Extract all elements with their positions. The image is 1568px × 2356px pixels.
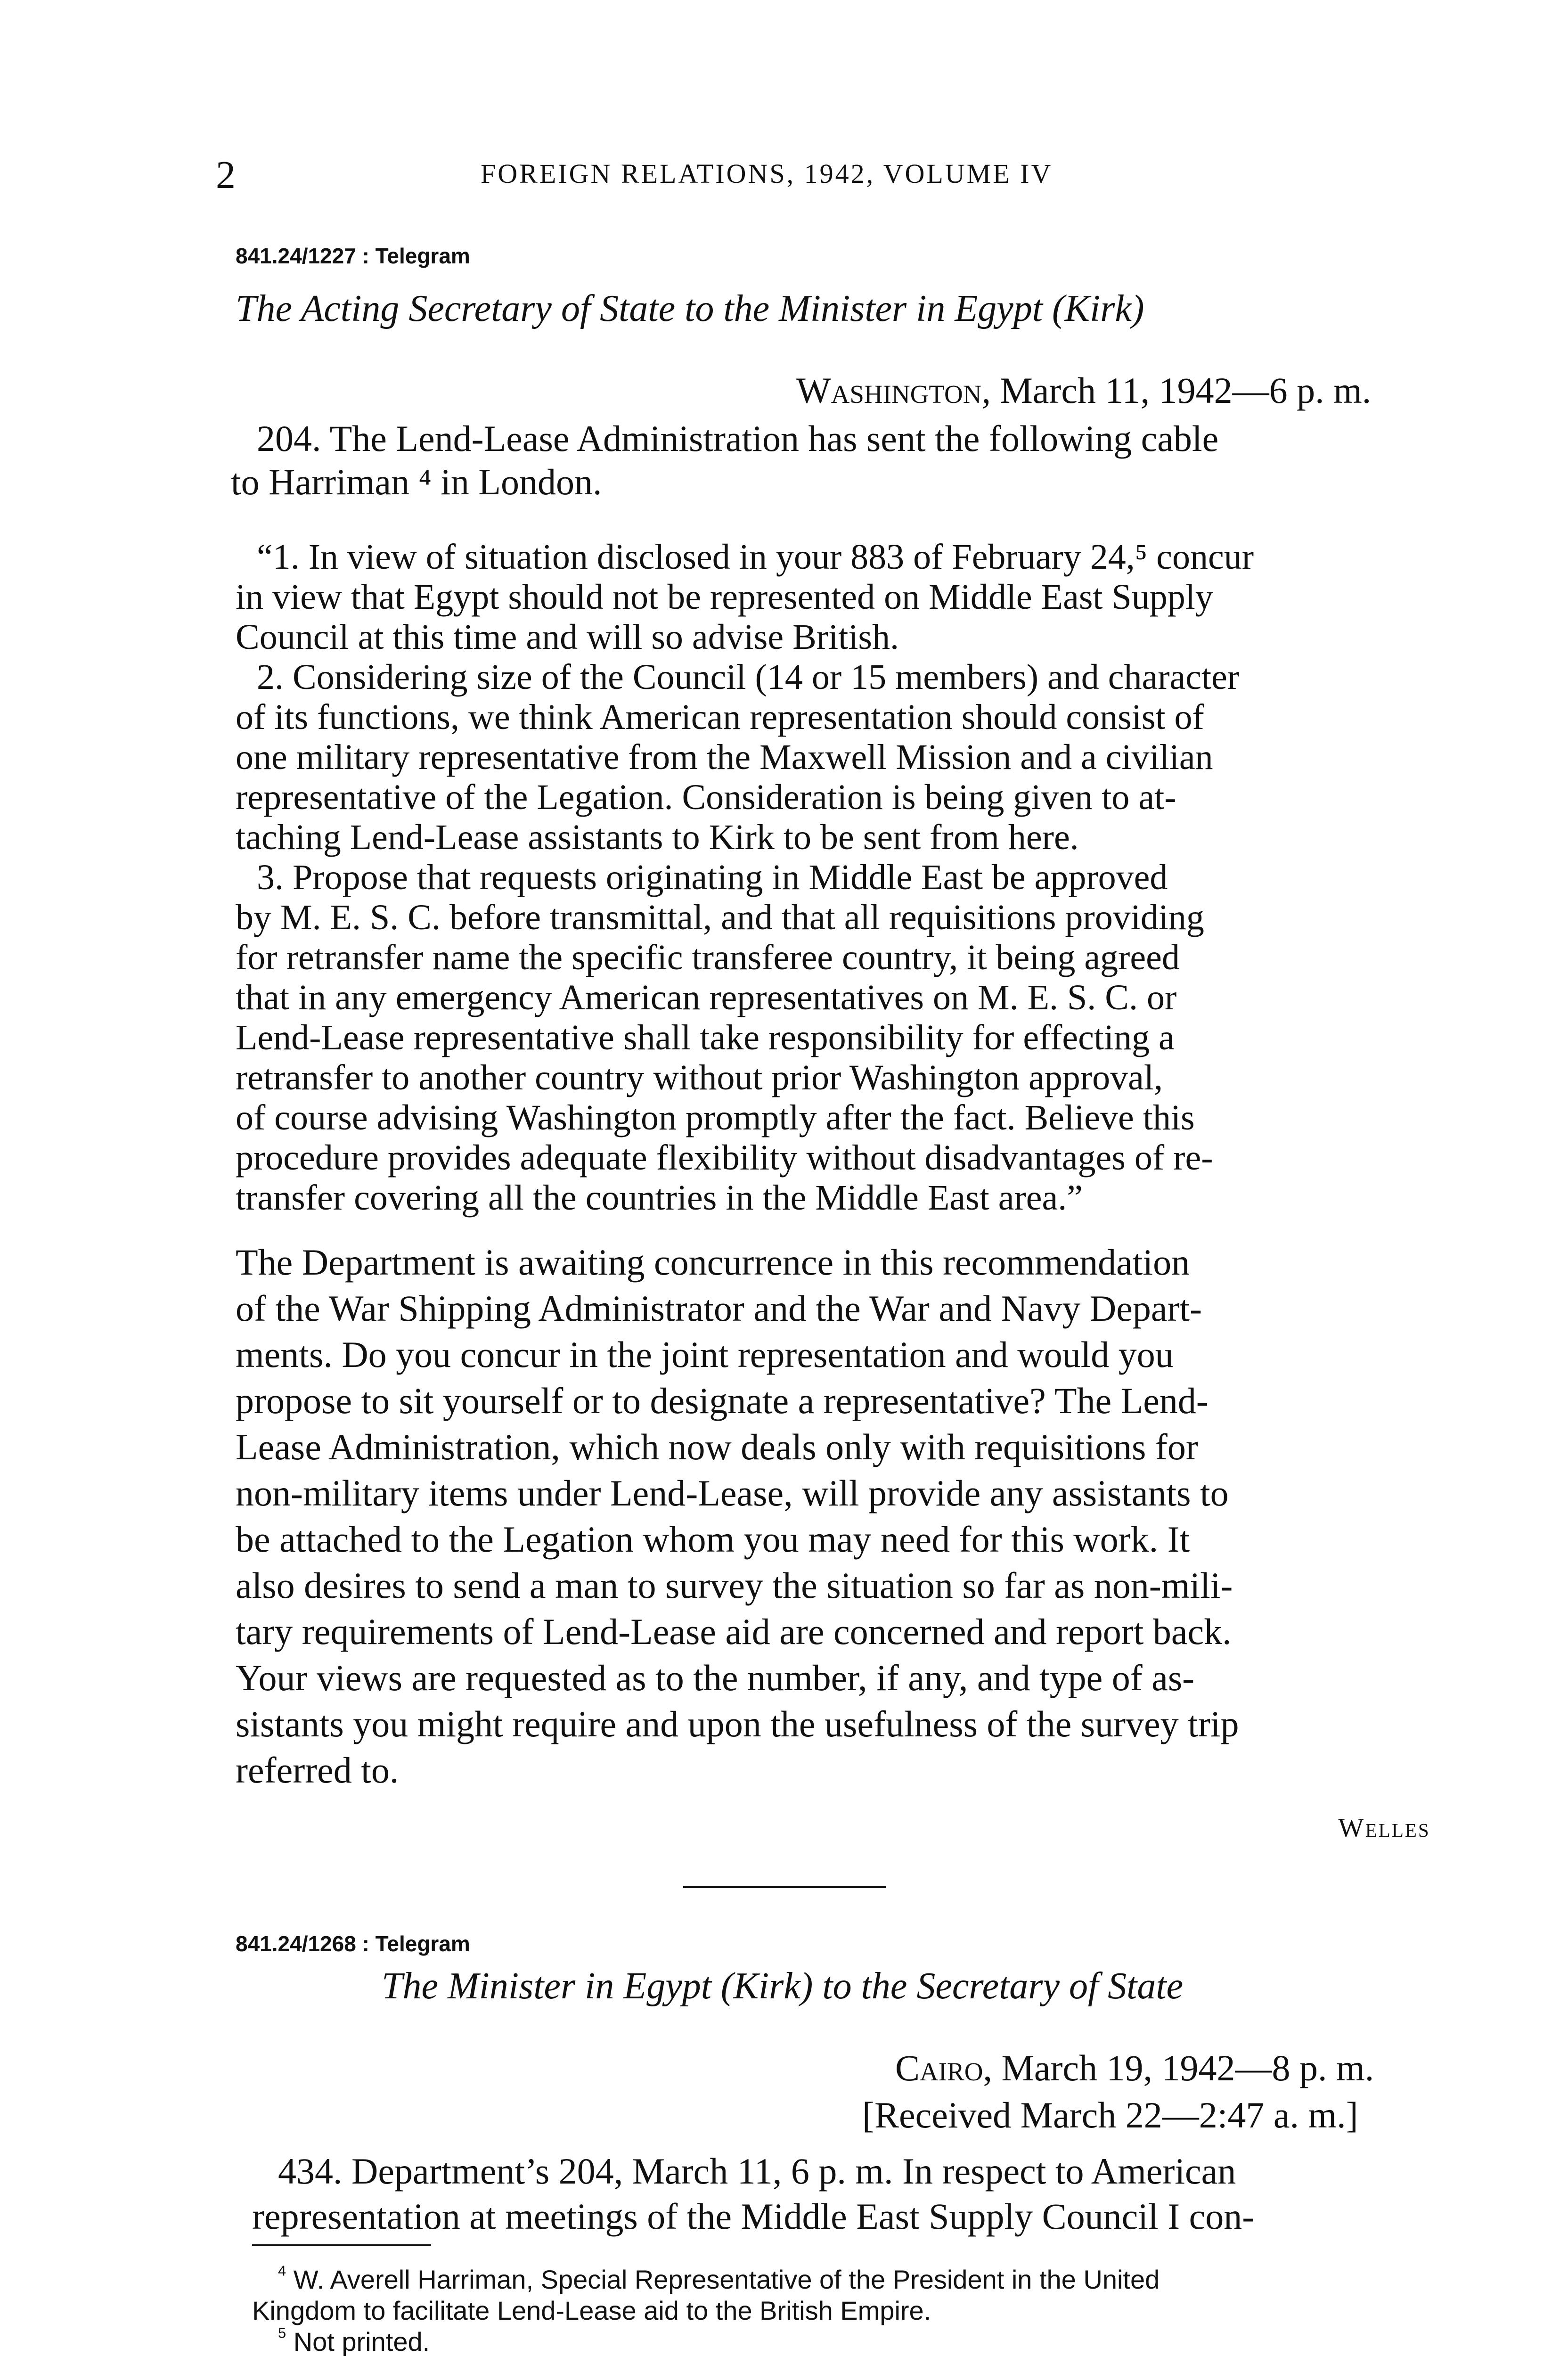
doc2-heading: The Minister in Egypt (Kirk) to the Secretary of State bbox=[382, 1965, 1184, 2007]
doc1-heading: The Acting Secretary of State to the Minister in Egypt (Kirk) bbox=[236, 288, 1144, 329]
doc1-dateline-date: , March 11, 1942—6 p. m. bbox=[981, 370, 1372, 411]
doc1-paragraph-2 bbox=[236, 1239, 1489, 1793]
text-line: that in any emergency American representatives on M. E. S. C. or bbox=[236, 978, 1177, 1017]
text-line: sistants you might require and upon the usefulness of the survey trip bbox=[236, 1703, 1239, 1744]
footnote-divider bbox=[252, 2244, 431, 2246]
footnote-4-line-2: Kingdom to facilitate Lend-Lease aid to the British Empire. bbox=[252, 2296, 931, 2325]
text-line: tary requirements of Lend-Lease aid are concerned and report back. bbox=[236, 1611, 1232, 1652]
text-line: representation at meetings of the Middle East Supply Council I con- bbox=[252, 2196, 1255, 2237]
text-line: of course advising Washington promptly after the fact. Believe this bbox=[236, 1098, 1195, 1137]
doc2-dateline-place: Cairo bbox=[895, 2047, 983, 2088]
text-line: be attached to the Legation whom you may need for this work. It bbox=[236, 1519, 1190, 1560]
doc1-file-id: 841.24/1227 : Telegram bbox=[236, 244, 470, 268]
text-line: one military representative from the Maxwell Mission and a civilian bbox=[236, 737, 1213, 777]
footnote-5-marker: 5 bbox=[278, 2324, 286, 2341]
running-title: FOREIGN RELATIONS, 1942, VOLUME IV bbox=[481, 158, 1053, 189]
text-line: 2. Considering size of the Council (14 or 15 members) and character bbox=[257, 657, 1240, 697]
doc1-quoted-cable bbox=[236, 537, 1489, 1218]
text-line: 3. Propose that requests originating in Middle East be approved bbox=[257, 858, 1168, 897]
text-line: retransfer to another country without prior Washington approval, bbox=[236, 1058, 1163, 1097]
text-line: procedure provides adequate flexibility without disadvantages of re- bbox=[236, 1138, 1213, 1178]
text-line: to Harriman ⁴ in London. bbox=[231, 461, 602, 502]
footnote-4 bbox=[252, 2264, 1491, 2295]
text-line: in view that Egypt should not be represented on Middle East Supply bbox=[236, 577, 1213, 617]
footnotes bbox=[252, 2264, 1491, 2356]
text-line: also desires to send a man to survey the situation so far as non-mili- bbox=[236, 1565, 1233, 1606]
text-line: non-military items under Lend-Lease, will provide any assistants to bbox=[236, 1472, 1229, 1513]
doc2-received: [Received March 22—2:47 a. m.] bbox=[862, 2094, 1358, 2135]
doc1-dateline-place: Washington bbox=[796, 370, 982, 411]
doc2-paragraph-1 bbox=[252, 2149, 1489, 2239]
text-line: for retransfer name the specific transferee country, it being agreed bbox=[236, 938, 1180, 977]
text-line: ments. Do you concur in the joint representation and would you bbox=[236, 1334, 1174, 1375]
text-line: by M. E. S. C. before transmittal, and that all requisitions providing bbox=[236, 898, 1204, 937]
text-line: “1. In view of situation disclosed in your 883 of February 24,⁵ concur bbox=[257, 537, 1254, 577]
text-line: Lend-Lease representative shall take responsibility for effecting a bbox=[236, 1018, 1175, 1057]
doc1-dateline bbox=[796, 372, 1371, 409]
page-number: 2 bbox=[216, 153, 236, 197]
text-line: Council at this time and will so advise British. bbox=[236, 617, 899, 657]
text-line: 434. Department’s 204, March 11, 6 p. m. In respect to American bbox=[278, 2151, 1236, 2192]
doc1-signature: Welles bbox=[1338, 1812, 1430, 1843]
text-line: taching Lend-Lease assistants to Kirk to be sent from here. bbox=[236, 818, 1079, 857]
text-line: Lease Administration, which now deals only with requisitions for bbox=[236, 1426, 1198, 1467]
doc1-paragraph-1 bbox=[231, 417, 1498, 504]
text-line: 204. The Lend-Lease Administration has sent the following cable bbox=[257, 418, 1219, 459]
text-line: Your views are requested as to the number, if any, and type of as- bbox=[236, 1657, 1195, 1698]
footnote-5 bbox=[252, 2326, 1491, 2356]
text-line: of the War Shipping Administrator and the War and Navy Depart- bbox=[236, 1288, 1202, 1329]
text-line: of its functions, we think American representation should consist of bbox=[236, 697, 1204, 737]
text-line: transfer covering all the countries in the Middle East area.” bbox=[236, 1178, 1083, 1218]
doc2-dateline bbox=[895, 2047, 1374, 2088]
text-line: propose to sit yourself or to designate a representative? The Lend- bbox=[236, 1380, 1209, 1421]
footnote-5-text: Not printed. bbox=[293, 2327, 430, 2356]
section-divider bbox=[683, 1886, 886, 1888]
footnote-4-marker: 4 bbox=[278, 2262, 286, 2279]
text-line: The Department is awaiting concurrence in this recommendation bbox=[236, 1242, 1190, 1283]
footnote-4-line-1: W. Averell Harriman, Special Representative of the President in the United bbox=[293, 2265, 1160, 2294]
text-line: representative of the Legation. Consideration is being given to at- bbox=[236, 777, 1176, 817]
doc2-file-id: 841.24/1268 : Telegram bbox=[236, 1931, 470, 1956]
text-line: referred to. bbox=[236, 1750, 399, 1791]
doc2-dateline-date: , March 19, 1942—8 p. m. bbox=[983, 2047, 1374, 2088]
